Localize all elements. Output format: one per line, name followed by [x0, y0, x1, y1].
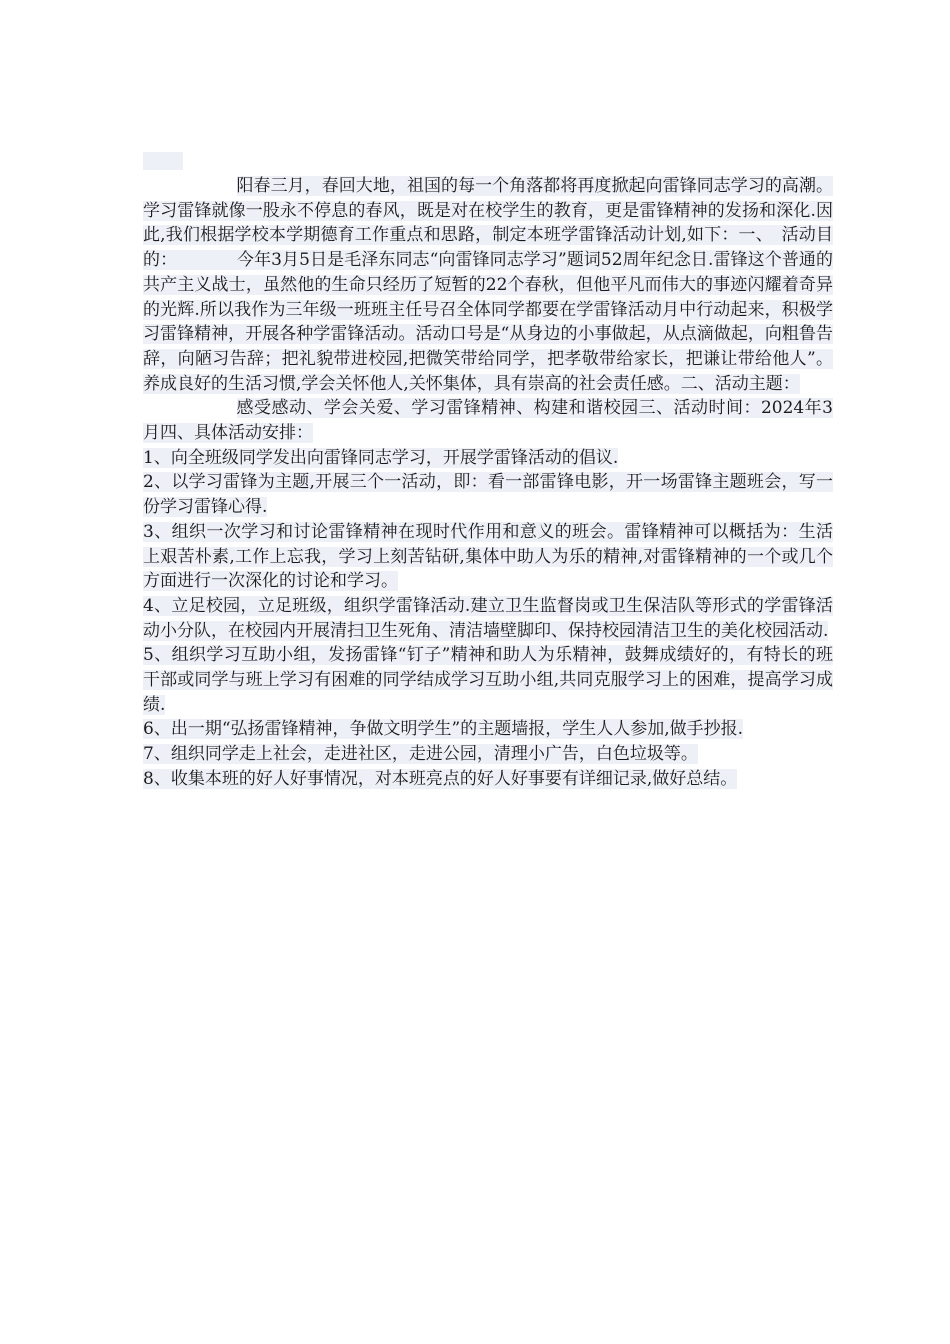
- activity-item-3: 3、组织一次学习和讨论雷锋精神在现时代作用和意义的班会。雷锋精神可以概括为：生活上艰苦朴素,工作上忘我，学习上刻苦钻研,集体中助人为乐的精神,对雷锋精神的一个或几个方面进行一次深化的讨论和学习。: [143, 521, 833, 592]
- activity-item-4: 4、立足校园，立足班级，组织学雷锋活动.建立卫生监督岗或卫生保洁队等形式的学雷锋活动小分队，在校园内开展清扫卫生死角、清洁墙壁脚印、保持校园清洁卫生的美化校园活动.: [143, 595, 833, 641]
- activity-item-5: 5、组织学习互助小组，发扬雷锋“钉子”精神和助人为乐精神，鼓舞成绩好的，有特长的班干部或同学与班上学习有困难的同学结成学习互助小组,共同克服学习上的困难，提高学习成绩.: [143, 645, 833, 715]
- list-item: [143, 520, 833, 594]
- activity-item-1: 1、向全班级同学发出向雷锋同志学习，开展学雷锋活动的倡议.: [143, 447, 619, 468]
- list-item: [143, 446, 833, 471]
- activity-item-7: 7、组织同学走上社会，走进社区，走进公园，清理小广告，白色垃圾等。: [143, 744, 698, 765]
- list-item: [143, 643, 833, 717]
- activity-item-8: 8、收集本班的好人好事情况，对本班亮点的好人好事要有详细记录,做好总结。: [143, 768, 738, 789]
- list-item: [143, 594, 833, 643]
- blank-highlight-mark: [143, 152, 183, 170]
- list-item: [143, 717, 833, 742]
- intro-text: 阳春三月，春回大地，祖国的每一个角落都将再度掀起向雷锋同志学习的高潮。学习雷锋就像一股永不停息的春风，既是对在校学生的教育，更是雷锋精神的发扬和深化.因此,我们根据学校本学期德育工作重点和思路，制定本班学雷锋活动计划,如下：一、 活动目的： 今年3月5日是毛泽东同志“向雷锋同志学习”题词52周年纪念日.雷锋这个普通的共产主义战士，虽然他的生命只经历了短暂的22个春秋，但他平凡而伟大的事迹闪耀着奇异的光辉.所以我作为三年级一班班主任号召全体同学都要在学雷锋活动月中行动起来，积极学习雷锋精神，开展各种学雷锋活动。活动口号是“从身边的小事做起，从点滴做起，向粗鲁告辞，向陋习告辞；把礼貌带进校园,把微笑带给同学，把孝敬带给家长，把谦让带给他人”。养成良好的生活习惯,学会关怀他人,关怀集体，具有崇高的社会责任感。二、活动主题：: [143, 176, 833, 394]
- theme-text: 感受感动、学会关爱、学习雷锋精神、构建和谐校园三、活动时间：2024年3月四、具体活动安排：: [143, 398, 833, 444]
- document-body: [143, 174, 833, 792]
- activity-item-6: 6、出一期“弘扬雷锋精神，争做文明学生”的主题墙报，学生人人参加,做手抄报.: [143, 719, 744, 740]
- activity-item-2: 2、以学习雷锋为主题,开展三个一活动，即：看一部雷锋电影，开一场雷锋主题班会，写一份学习雷锋心得.: [143, 472, 833, 518]
- intro-paragraph: [143, 174, 833, 396]
- theme-paragraph: [143, 396, 833, 445]
- list-item: [143, 767, 833, 792]
- list-item: [143, 742, 833, 767]
- list-item: [143, 470, 833, 519]
